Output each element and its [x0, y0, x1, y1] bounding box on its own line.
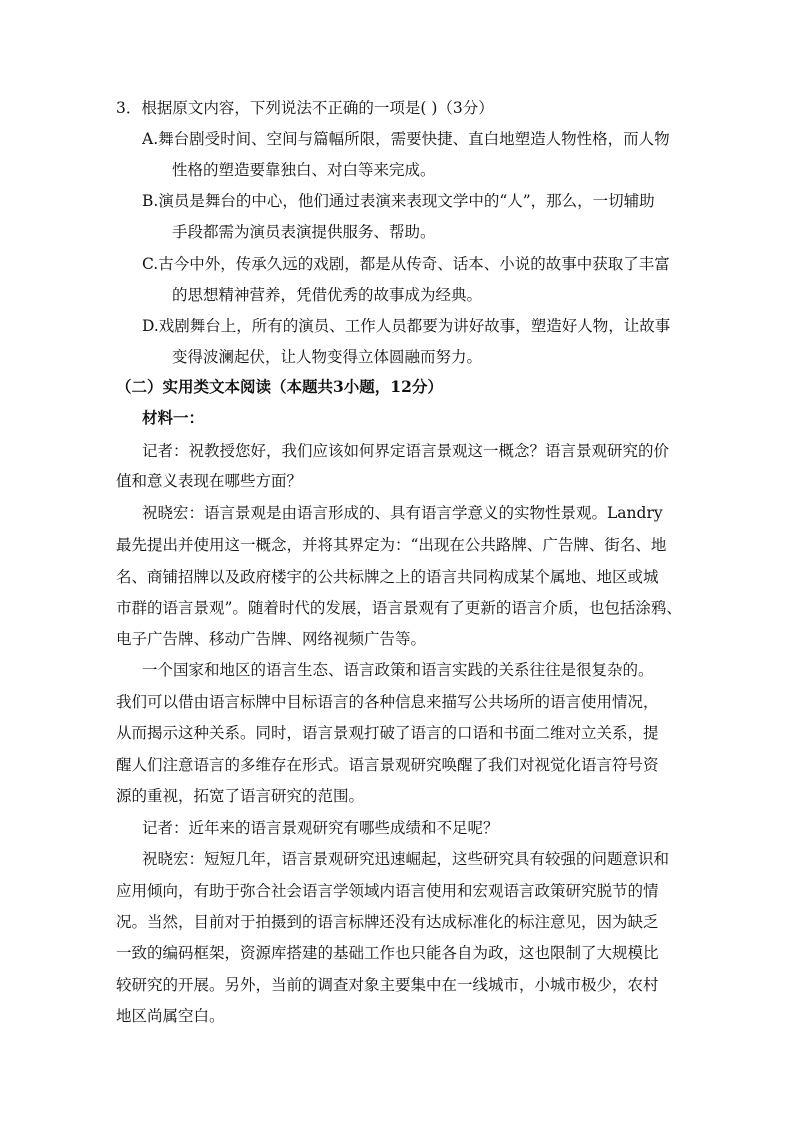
paragraph-line: 祝晓宏：语言景观是由语言形成的、具有语言学意义的实物性景观。Landry: [142, 504, 663, 522]
section-heading: （二）实用类文本阅读（本题共3小题，12分）: [116, 377, 443, 396]
paragraph-line: 祝晓宏：短短几年，语言景观研究迅速崛起，这些研究具有较强的问题意识和: [142, 850, 670, 868]
material-label: 材料一：: [142, 408, 205, 427]
option-c-line-2: 的思想精神营养，凭借优秀的故事成为经典。: [172, 286, 483, 304]
paragraph-line: 较研究的开展。另外，当前的调查对象主要集中在一线城市，小城市极少，农村: [116, 976, 659, 994]
paragraph-line: 记者：祝教授您好，我们应该如何界定语言景观这一概念？语言景观研究的价: [142, 442, 670, 460]
option-a-line-2: 性格的塑造要靠独白、对白等来完成。: [172, 161, 436, 179]
option-b-line-2: 手段都需为演员表演提供服务、帮助。: [172, 223, 436, 241]
paragraph-line: 我们可以借由语言标牌中目标语言的各种信息来描写公共场所的语言使用情况，: [116, 693, 659, 711]
paragraph-line: 源的重视，拓宽了语言研究的范围。: [116, 787, 365, 805]
paragraph-line: 名、商铺招牌以及政府楼宇的公共标牌之上的语言共同构成某个属地、地区或城: [116, 568, 659, 586]
option-d-line-2: 变得波澜起伏，让人物变得立体圆融而努力。: [172, 348, 483, 366]
paragraph-line: 记者：近年来的语言景观研究有哪些成绩和不足呢？: [142, 819, 499, 837]
paragraph-line: 市群的语言景观”。随着时代的发展，语言景观有了更新的语言介质，也包括涂鸦、: [116, 599, 682, 617]
option-c-line-1: C.古今中外，传承久远的戏剧，都是从传奇、话本、小说的故事中获取了丰富: [142, 255, 670, 273]
paragraph-line: 一个国家和地区的语言生态、语言政策和语言实践的关系往往是很复杂的。: [142, 661, 654, 679]
paragraph-line: 一致的编码框架，资源库搭建的基础工作也只能各自为政，这也限制了大规模比: [116, 944, 659, 962]
paragraph-line: 况。当然，目前对于拍摄到的语言标牌还没有达成标准化的标注意见，因为缺乏: [116, 913, 659, 931]
paragraph-line: 应用倾向，有助于弥合社会语言学领域内语言使用和宏观语言政策研究脱节的情: [116, 882, 659, 900]
option-d-line-1: D.戏剧舞台上，所有的演员、工作人员都要为讲好故事，塑造好人物，让故事: [142, 317, 671, 335]
question-3-stem: 3．根据原文内容，下列说法不正确的一项是( )（3分）: [116, 99, 494, 117]
paragraph-line: 值和意义表现在哪些方面？: [116, 472, 303, 490]
paragraph-line: 醒人们注意语言的多维存在形式。语言景观研究唤醒了我们对视觉化语言符号资: [116, 756, 659, 774]
option-b-line-1: B.演员是舞台的中心，他们通过表演来表现文学中的“人”，那么，一切辅助: [142, 192, 655, 210]
option-a-line-1: A.舞台剧受时间、空间与篇幅所限，需要快捷、直白地塑造人物性格，而人物: [142, 130, 670, 148]
paragraph-line: 从而揭示这种关系。同时，语言景观打破了语言的口语和书面二维对立关系，提: [116, 724, 659, 742]
paragraph-line: 电子广告牌、移动广告牌、网络视频广告等。: [116, 630, 427, 648]
paragraph-line: 地区尚属空白。: [116, 1007, 225, 1025]
paragraph-line: 最先提出并使用这一概念，并将其界定为：“出现在公共路牌、广告牌、街名、地: [116, 536, 667, 554]
